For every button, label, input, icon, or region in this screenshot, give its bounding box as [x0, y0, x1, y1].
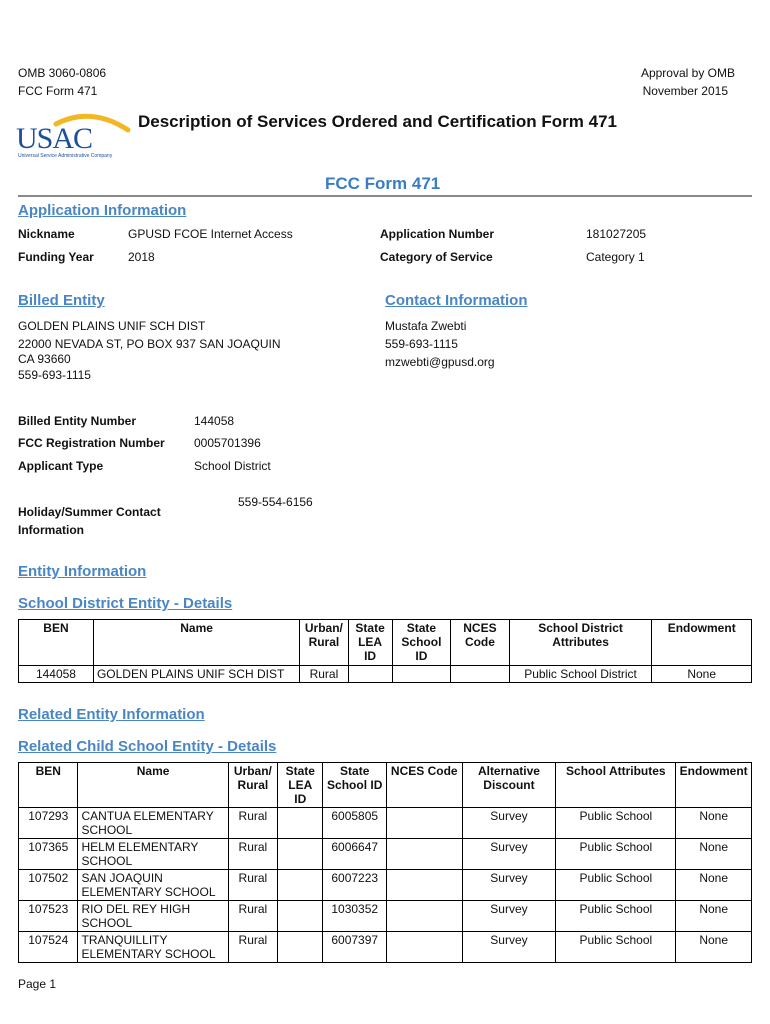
- form-title: FCC Form 471: [325, 174, 441, 193]
- cell-school-id: 6007223: [323, 870, 387, 901]
- cell-urban: Rural: [228, 870, 277, 901]
- school-district-table: [18, 619, 752, 683]
- table-row: [19, 901, 752, 932]
- nickname-value: GPUSD FCOE Internet Access: [128, 227, 293, 241]
- col-lea: State LEA ID: [278, 763, 323, 808]
- cell-endow: None: [676, 901, 752, 932]
- applicant-type-value: School District: [194, 459, 271, 473]
- cell-alt: Survey: [462, 808, 556, 839]
- contact-block: [385, 317, 495, 371]
- table-row: [19, 932, 752, 963]
- cell-lea: [278, 870, 323, 901]
- billed-entity-heading: Billed Entity: [18, 292, 105, 309]
- table-row: [19, 870, 752, 901]
- cell-endow: None: [676, 839, 752, 870]
- usac-logo: [16, 112, 134, 162]
- cell-lea: [278, 901, 323, 932]
- holiday-contact-label: Holiday/Summer Contact Information: [18, 505, 161, 537]
- contact-email: mzwebti@gpusd.org: [385, 355, 495, 369]
- approval-date: November 2015: [642, 84, 728, 98]
- cell-lea: [278, 808, 323, 839]
- billed-entity-name: GOLDEN PLAINS UNIF SCH DIST: [18, 319, 206, 333]
- cell-ben: 107502: [19, 870, 78, 901]
- cell-attr: Public School: [556, 839, 676, 870]
- funding-year-label: Funding Year: [18, 250, 94, 264]
- col-school-id: State School ID: [323, 763, 387, 808]
- col-alt-discount: Alternative Discount: [462, 763, 556, 808]
- contact-phone: 559-693-1115: [385, 337, 458, 351]
- cell-school-id: 6007397: [323, 932, 387, 963]
- cell-endow: None: [676, 870, 752, 901]
- cell-attr: Public School: [556, 901, 676, 932]
- col-ben: BEN: [19, 620, 94, 666]
- billed-entity-phone: 559-693-1115: [18, 368, 91, 382]
- cell-name: RIO DEL REY HIGH SCHOOL: [78, 901, 228, 932]
- cell-ben: 107523: [19, 901, 78, 932]
- table-header-row: [19, 763, 752, 808]
- table-row: [19, 808, 752, 839]
- col-attributes: School Attributes: [556, 763, 676, 808]
- cell-endow: None: [676, 932, 752, 963]
- omb-number: OMB 3060-0806: [18, 66, 107, 80]
- cell-attr: Public School: [556, 932, 676, 963]
- logo-subtext: Universal Service Administrative Company: [18, 153, 113, 159]
- page-title: Description of Services Ordered and Certification Form 471: [138, 112, 617, 131]
- cell-alt: Survey: [462, 870, 556, 901]
- col-urban: Urban/ Rural: [228, 763, 277, 808]
- cell-name: CANTUA ELEMENTARY SCHOOL: [78, 808, 228, 839]
- billed-entity-city: CA 93660: [18, 352, 71, 366]
- cell-school-id: 6005805: [323, 808, 387, 839]
- table-row: 144058 GOLDEN PLAINS UNIF SCH DIST Rural Public School District None: [19, 666, 752, 683]
- cell-ben: 107524: [19, 932, 78, 963]
- col-lea: State LEA ID: [348, 620, 392, 666]
- application-info-heading: Application Information: [18, 202, 187, 219]
- ben-value: 144058: [194, 414, 235, 428]
- school-district-heading: School District Entity - Details: [18, 595, 233, 612]
- fcc-registration-label: FCC Registration Number: [18, 436, 165, 450]
- form-reference: FCC Form 471: [18, 84, 98, 98]
- cell-name: HELM ELEMENTARY SCHOOL: [78, 839, 228, 870]
- cell-lea: [278, 839, 323, 870]
- col-attributes: School District Attributes: [509, 620, 652, 666]
- entity-info-heading: Entity Information: [18, 563, 147, 580]
- approval-label: Approval by OMB: [640, 66, 735, 80]
- cell-nces: [386, 901, 462, 932]
- cell-school-id: 6006647: [323, 839, 387, 870]
- table-header-row: [19, 620, 752, 666]
- col-name: Name: [93, 620, 299, 666]
- cell-alt: Survey: [462, 839, 556, 870]
- billed-entity-address: [18, 317, 281, 384]
- col-name: Name: [78, 763, 228, 808]
- page-number: Page 1: [18, 977, 57, 991]
- col-endowment: Endowment: [676, 763, 752, 808]
- cell-urban: Rural: [228, 901, 277, 932]
- col-urban: Urban/ Rural: [300, 620, 348, 666]
- cell-nces: [386, 932, 462, 963]
- child-school-table: [18, 762, 752, 963]
- category-label: Category of Service: [380, 250, 493, 264]
- nickname-label: Nickname: [18, 227, 75, 241]
- cell-alt: Survey: [462, 932, 556, 963]
- col-nces: NCES Code: [386, 763, 462, 808]
- billed-entity-street: 22000 NEVADA ST, PO BOX 937 SAN JOAQUIN: [18, 337, 281, 351]
- holiday-contact-phone: 559-554-6156: [238, 495, 313, 509]
- ben-label: Billed Entity Number: [18, 414, 137, 428]
- cell-endow: None: [676, 808, 752, 839]
- application-number-label: Application Number: [380, 227, 495, 241]
- cell-attr: Public School: [556, 870, 676, 901]
- cell-ben: 107365: [19, 839, 78, 870]
- cell-urban: Rural: [228, 808, 277, 839]
- contact-info-heading: Contact Information: [385, 292, 528, 309]
- related-child-heading: Related Child School Entity - Details: [18, 738, 277, 755]
- logo-text: USAC: [16, 122, 93, 155]
- col-school-id: State School ID: [392, 620, 451, 666]
- fcc-registration-value: 0005701396: [194, 436, 261, 450]
- cell-alt: Survey: [462, 901, 556, 932]
- col-endowment: Endowment: [652, 620, 752, 666]
- col-nces: NCES Code: [451, 620, 510, 666]
- funding-year-value: 2018: [128, 250, 155, 264]
- cell-urban: Rural: [228, 839, 277, 870]
- category-value: Category 1: [586, 250, 645, 264]
- cell-attr: Public School: [556, 808, 676, 839]
- cell-school-id: 1030352: [323, 901, 387, 932]
- table-row: [19, 839, 752, 870]
- cell-name: SAN JOAQUIN ELEMENTARY SCHOOL: [78, 870, 228, 901]
- col-ben: BEN: [19, 763, 78, 808]
- divider: [18, 195, 752, 197]
- cell-urban: Rural: [228, 932, 277, 963]
- cell-name: TRANQUILLITY ELEMENTARY SCHOOL: [78, 932, 228, 963]
- cell-lea: [278, 932, 323, 963]
- cell-ben: 107293: [19, 808, 78, 839]
- related-entity-heading: Related Entity Information: [18, 706, 205, 723]
- cell-nces: [386, 870, 462, 901]
- cell-nces: [386, 839, 462, 870]
- applicant-type-label: Applicant Type: [18, 459, 104, 473]
- contact-name: Mustafa Zwebti: [385, 319, 467, 333]
- cell-nces: [386, 808, 462, 839]
- application-number-value: 181027205: [586, 227, 647, 241]
